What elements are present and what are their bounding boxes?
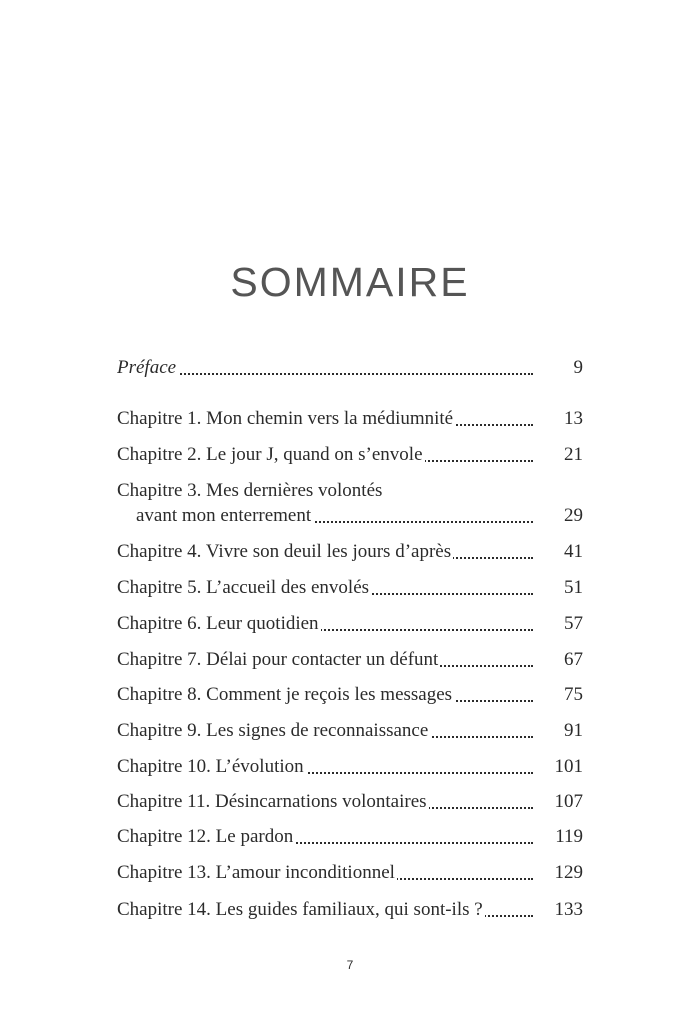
- toc-entry-page: 29: [564, 505, 583, 526]
- toc-entry-label: Chapitre 6. Leur quotidien: [117, 613, 319, 634]
- toc-entry-page: 107: [554, 791, 583, 812]
- toc-entry-chapter-10: [117, 754, 583, 780]
- toc-entry-label: Chapitre 14. Les guides familiaux, qui sont-ils ?: [117, 899, 483, 920]
- toc-entry-label: Préface: [117, 357, 177, 378]
- toc-entry-label: Chapitre 5. L’accueil des envolés: [117, 577, 370, 598]
- toc-entry-chapter-7: [117, 647, 583, 673]
- toc-entry-page: 101: [554, 756, 583, 777]
- toc-entry-page: 57: [564, 613, 583, 634]
- page-number: 7: [346, 958, 354, 972]
- toc-entry-label: Chapitre 13. L’amour inconditionnel: [117, 862, 395, 883]
- toc-entry-page: 129: [554, 862, 583, 883]
- toc-entry-chapter-14: [117, 897, 583, 923]
- toc-entry-chapter-3-line-2: [117, 503, 583, 529]
- toc-entry-page: 13: [564, 408, 583, 429]
- toc-entry-chapter-9: [117, 718, 583, 744]
- toc-entry-page: 9: [573, 357, 583, 378]
- toc-entry-chapter-5: [117, 575, 583, 601]
- toc-entry-page: 21: [564, 444, 583, 465]
- toc-entry-label-continued: avant mon enterrement: [136, 505, 312, 526]
- toc-entry-label: Chapitre 3. Mes dernières volontés: [117, 480, 383, 501]
- toc-entry-chapter-2: [117, 442, 583, 468]
- toc-entry-label: Chapitre 4. Vivre son deuil les jours d’après: [117, 541, 452, 562]
- toc-entry-label: Chapitre 11. Désincarnations volontaires: [117, 791, 427, 812]
- toc-entry-chapter-1: [117, 406, 583, 432]
- toc-entry-label: Chapitre 1. Mon chemin vers la médiumnité: [117, 408, 454, 429]
- toc-entry-chapter-8: [117, 682, 583, 708]
- toc-entry-label: Chapitre 9. Les signes de reconnaissance: [117, 720, 429, 741]
- toc-entry-chapter-11: [117, 789, 583, 815]
- toc-entry-chapter-13: [117, 860, 583, 886]
- toc-entry-page: 91: [564, 720, 583, 741]
- toc-entry-label: Chapitre 10. L’évolution: [117, 756, 304, 777]
- toc-entry-chapter-3-line-1: [117, 478, 583, 504]
- toc-entry-page: 75: [564, 684, 583, 705]
- toc-entry-page: 119: [555, 826, 583, 847]
- toc-entry-chapter-6: [117, 611, 583, 637]
- toc-entry-page: 51: [564, 577, 583, 598]
- toc-entry-chapter-12: [117, 824, 583, 850]
- page-title: SOMMAIRE: [230, 259, 470, 306]
- toc-entry-page: 67: [564, 649, 583, 670]
- toc-entry-page: 133: [554, 899, 583, 920]
- toc-entry-preface: [117, 355, 583, 381]
- toc-entry-chapter-4: [117, 539, 583, 565]
- toc-entry-page: 41: [564, 541, 583, 562]
- toc-entry-label: Chapitre 8. Comment je reçois les messages: [117, 684, 453, 705]
- toc-entry-label: Chapitre 7. Délai pour contacter un défunt: [117, 649, 439, 670]
- toc-entry-label: Chapitre 12. Le pardon: [117, 826, 294, 847]
- toc-entry-label: Chapitre 2. Le jour J, quand on s’envole: [117, 444, 423, 465]
- dot-leader: [117, 373, 533, 375]
